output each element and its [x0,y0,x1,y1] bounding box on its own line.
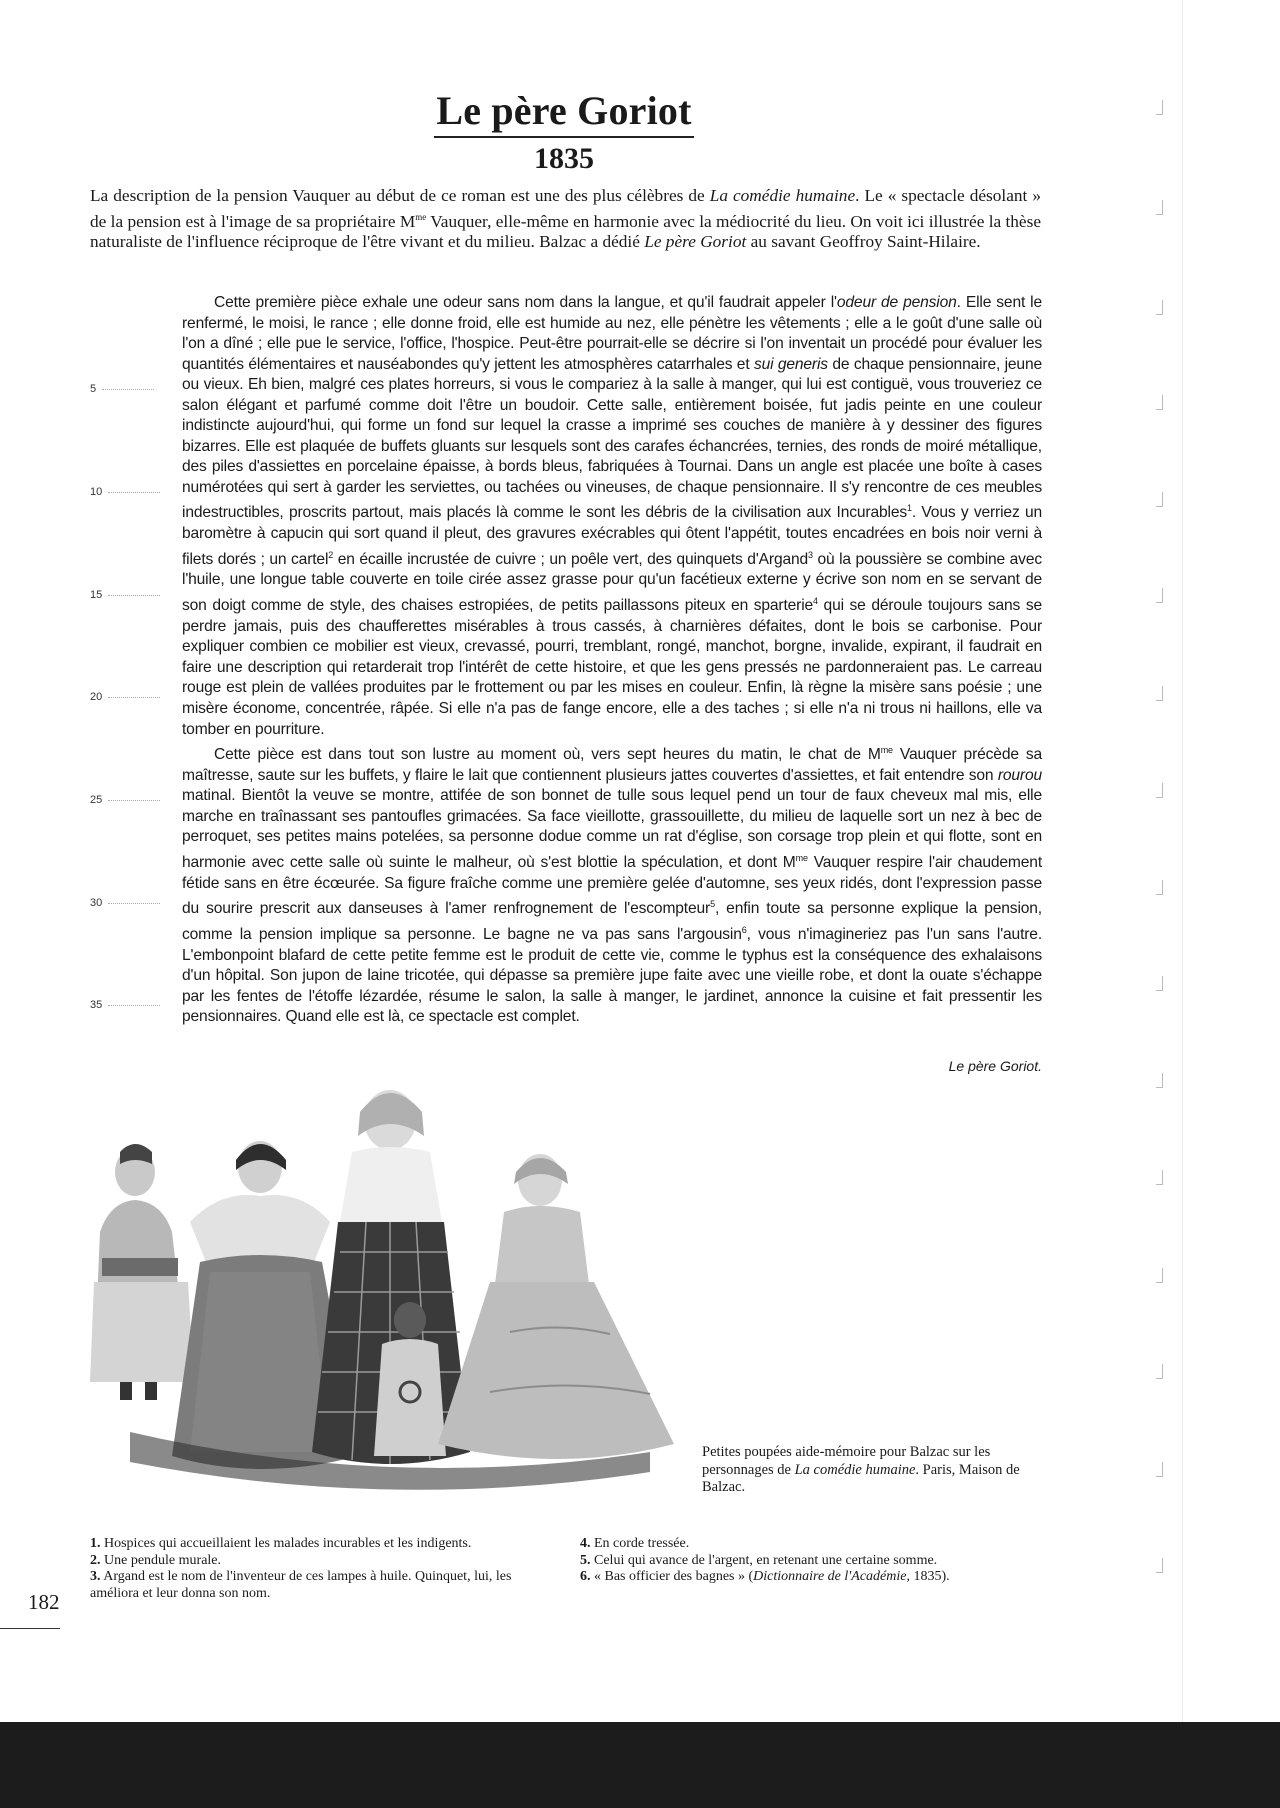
excerpt-text: Vauquer précède sa maîtresse, saute sur les buffets, y flaire le lait que contiennent plusieurs jattes couvertes d'assiettes, et fait entendre son [182,746,1042,784]
title-block [0,88,1128,176]
margin-tick [1156,783,1163,798]
page-rule [0,1628,60,1629]
excerpt-italic: sui generis [753,355,828,373]
footnote-item [90,1536,550,1553]
margin-tick [1156,976,1163,991]
margin-tick [1156,100,1163,115]
excerpt-text: Cette première pièce exhale une odeur sans nom dans la langue, et qu'il faudrait appeler l' [214,294,837,311]
line-number: 25 [90,794,160,806]
intro-paragraph [90,186,1041,252]
page-fold-shadow [1182,0,1183,1722]
footnote-number: 3. [90,1569,101,1585]
footnote-ref: 3 [808,549,813,560]
excerpt-text: qui se déroule toujours sans se perdre jamais, puis des chaufferettes misérables à trous cassés, à charnières défaites, dont le bois se carbonise. Pour expliquer combien ce mobilier est vieux, crevassé, pourri, tremblant, rongé, manchot, borgne, invalide, expirant, il faudrait en faire une description qui retarderait trop l'intérêt de cette histoire, et que les gens pressés ne pardonneraient pas. Le carreau rouge est plein de vallées produites par le frottement ou par les mises en couleur. Enfin, là règne la misère sans poésie ; une misère économe, concentrée, râpée. Si elle n'a pas de fange encore, elle a des taches ; si elle n'a ni trous ni haillons, elle va tomber en pourriture. [182,597,1042,738]
excerpt-text: , vous n'imagineriez pas l'un sans l'autre. L'embonpoint blafard de cette petite femme est le produit de cette vie, comme le typhus est la conséquence des exhalaisons d'un hôpital. Son jupon de laine tricotée, qui dépasse sa première jupe faite avec une vieille robe, et dont la ouate s'échappe par les fentes de l'étoffe lézardée, résume le salon, la salle à manger, le jardinet, annonce la cuisine et fait pressentir les pensionnaires. Quand elle est là, ce spectacle est complet. [182,926,1042,1026]
page-number: 182 [28,1590,60,1614]
page-title: Le père Goriot [434,88,693,138]
footnote-number: 6. [580,1569,591,1585]
intro-work-title: Le père Goriot [644,231,747,251]
footnote-ref: 1 [907,503,912,514]
source-citation: Le père Goriot. [948,1058,1042,1074]
footnote-text: Argand est le nom de l'inventeur de ces lampes à huile. Quinquet, lui, les améliora et leur donna son nom. [90,1569,512,1601]
footnote-ref: 6 [741,924,747,935]
footnote-number: 4. [580,1536,591,1551]
footnote-ref: 4 [813,596,818,607]
excerpt-passage [182,293,1042,1028]
footnote-text: En corde tressée. [594,1536,690,1551]
margin-tick [1156,1170,1163,1185]
excerpt-text: . Elle sent le renfermé, le moisi, le rance ; elle donne froid, elle est humide au nez, elle pénètre les vêtements ; elle a le goût d'une salle où l'on a dîné ; elle pue le service, l'office, l'hospice. Peut-être pourrait-elle se décrire si l'on inventait un procédé pour évaluer les quantités élémentaires et nauséabondes qu'y jettent les atmosphères catarrhales et [182,294,1042,373]
excerpt-italic: odeur de pension [836,294,957,311]
line-number: 20 [90,691,160,703]
intro-text: La description de la pension Vauquer au début de ce roman est une des plus célèbres de [90,186,710,205]
footnote-item [90,1553,550,1570]
excerpt-text: où la poussière se combine avec l'huile, une longue table couverte en toile cirée assez grasse pour qu'un facétieux externe y écrive son nom en se servant de son doigt comme de style, des chaises estropiées, de petits paillassons piteux en sparterie [182,550,1042,615]
caption-work-title: La comédie humaine [794,1461,916,1478]
footnote-item [580,1536,1010,1553]
footnote-item [580,1553,1010,1570]
footnote-number: 1. [90,1536,101,1551]
excerpt-text: en écaille incrustée de cuivre ; un poêle vert, des quinquets d'Argand [333,550,809,568]
excerpt-paragraph-2 [182,740,1042,1028]
footnote-number: 5. [580,1552,591,1568]
footnote-ref: 2 [328,549,334,560]
publication-year: 1835 [534,142,594,175]
margin-tick [1156,1558,1163,1573]
caption-text: . Paris, Maison de Balzac. [702,1461,1020,1495]
excerpt-text: Vauquer respire l'air chaudement fétide sans en être écœurée. Sa figure fraîche comme une première gelée d'automne, ses yeux ridés, dont l'expression passe du sourire prescrit aux danseuses à l'amer renfrognement de l'escompteur [182,854,1042,918]
excerpt-text: matinal. Bientôt la veuve se montre, attifée de son bonnet de tulle sous lequel pend un tour de faux cheveux mal mis, elle marche en traînassant ses pantoufles grimacées. Sa face vieillotte, grassouillette, du milieu de laquelle sort un nez à bec de perroquet, ses petites mains potelées, sa personne dodue comme un rat d'église, son corsage trop plein et qui flotte, sont en harmonie avec cette salle où suinte le malheur, où s'est blottie la spéculation, et dont M [182,787,1042,872]
line-number: 5 [90,383,154,395]
excerpt-italic: rourou [997,766,1042,784]
doll-left [90,1144,194,1400]
footnote-number: 2. [90,1552,101,1568]
footnotes-left [90,1536,550,1602]
line-numbers [90,293,170,1053]
excerpt-text: de chaque pensionnaire, jeune ou vieux. Eh bien, malgré ces plates horreurs, si vous le compariez à la salle à manger, qui lui est contiguë, vous trouveriez ce salon élégant et parfumé comme doit l'être un boudoir. Cette salle, entièrement boisée, fut jadis peinte en une couleur indistincte aujourd'hui, qui forme un fond sur lequel la crasse a imprimé ses couches de manière à y dessiner des figures bizarres. Elle est plaquée de buffets gluants sur lesquels sont des carafes échancrées, ternies, des ronds de moiré métallique, des piles d'assiettes en porcelaine épaisse, à bords bleus, fabriquées à Tournai. Dans un angle est placée une boîte à cases numérotées qui sert à garder les serviettes, ou tachées ou vineuses, de chaque pensionnaire. Il s'y rencontre de ces meubles indestructibles, proscrits partout, mais placés là comme le sont les débris de la civilisation aux Incurables [182,355,1042,522]
footnote-item [90,1569,550,1602]
margin-tick [1156,880,1163,895]
photo-caption [702,1444,1032,1497]
footnote-work-title: Dictionnaire de l'Académie [753,1569,907,1585]
footnote-text: Celui qui avance de l'argent, en retenant une certaine somme. [594,1552,938,1568]
footnote-text: Hospices qui accueillaient les malades incurables et les indigents. [104,1536,472,1551]
footnote-ref: 5 [710,899,715,910]
intro-text: Vauquer, elle-même en harmonie avec la médiocrité du lieu. On voit ici illustrée la thèse naturaliste de l'influence réciproque de l'être vivant et du milieu. Balzac a dédié [90,211,1041,251]
excerpt-paragraph-1 [182,293,1042,740]
dolls-photograph [90,1072,680,1502]
line-number: 35 [90,999,160,1011]
margin-tick [1156,300,1163,315]
excerpt-mme: me [880,745,893,756]
margin-tick [1156,200,1163,215]
excerpt-mme: me [795,852,808,863]
margin-tick [1156,686,1163,701]
margin-tick [1156,1364,1163,1379]
intro-text: . Le « spectacle désolant » de la pension est à l'image de sa propriétaire M [90,186,1042,231]
line-number: 30 [90,897,160,909]
margin-tick [1156,492,1163,507]
intro-work-title: La comédie humaine [709,186,856,205]
margin-tick [1156,1268,1163,1283]
intro-mme: me [415,211,427,222]
margin-tick [1156,1073,1163,1088]
margin-tick [1156,395,1163,410]
line-number: 10 [90,486,160,498]
footnotes-right [580,1536,1010,1586]
footnote-text: Une pendule murale. [104,1552,222,1568]
margin-tick [1156,588,1163,603]
footnote-item [580,1569,1010,1586]
doll-right [438,1154,674,1459]
footnote-text: « Bas officier des bagnes » ( [594,1569,754,1585]
footnote-text: , 1835). [906,1569,950,1585]
scan-bottom-edge [0,1722,1280,1808]
excerpt-text: . Vous y verriez un baromètre à capucin qui sort quand il pleut, des gravures exécrables qui ôtent l'appétit, toutes encadrées en bois noir verni à filets dorés ; un cartel [182,504,1042,568]
excerpt-text: , enfin toute sa personne explique la pension, comme la pension implique sa personne. Le bagne ne va pas sans l'argousin [182,900,1042,944]
intro-text: au savant Geoffroy Saint-Hilaire. [746,231,981,251]
excerpt-text: Cette pièce est dans tout son lustre au moment où, vers sept heures du matin, le chat de M [214,746,881,764]
line-number: 15 [90,589,160,601]
margin-tick [1156,1462,1163,1477]
caption-text: Petites poupées aide-mémoire pour Balzac sur les personnages de [702,1444,991,1478]
